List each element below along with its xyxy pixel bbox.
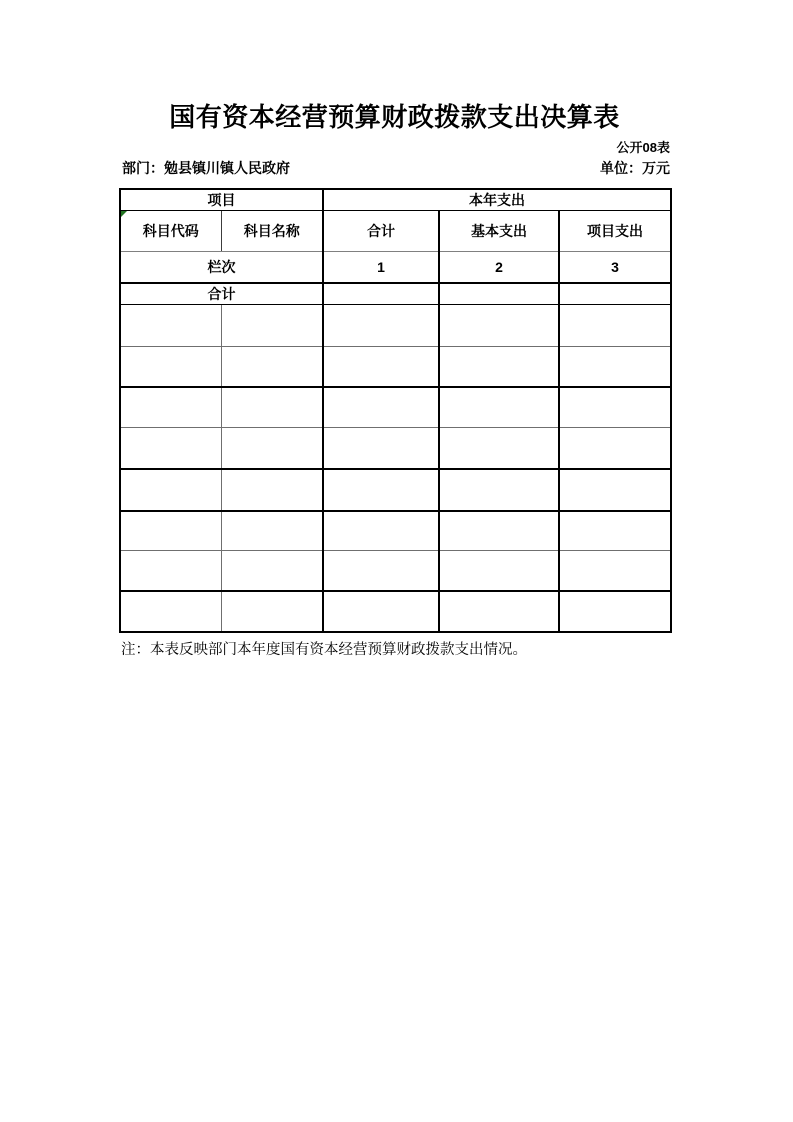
table-cell xyxy=(221,511,323,551)
table-row xyxy=(120,469,671,511)
total-row xyxy=(120,283,671,305)
table-row xyxy=(120,591,671,632)
total-row-label-cell: 合计 xyxy=(120,283,323,305)
table-cell xyxy=(323,551,439,591)
table-cell xyxy=(559,347,671,387)
header-cell-subject-code-label: 科目代码 xyxy=(142,223,199,239)
table-cell xyxy=(439,347,559,387)
table-cell xyxy=(120,428,221,469)
meta-line xyxy=(119,158,670,178)
form-code-label: 公开08表 xyxy=(616,140,670,155)
table-cell xyxy=(120,511,221,551)
table-cell xyxy=(120,305,221,347)
table-cell xyxy=(221,551,323,591)
table-cell xyxy=(221,305,323,347)
table-cell xyxy=(559,305,671,347)
table-cell xyxy=(120,551,221,591)
table-cell xyxy=(323,591,439,632)
header-cell-basic-expenditure: 基本支出 xyxy=(439,211,559,252)
header-cell-subject-code xyxy=(120,211,221,252)
table-cell xyxy=(323,305,439,347)
footnote: 注：本表反映部门本年度国有资本经营预算财政拨款支出情况。 xyxy=(121,642,527,658)
table-cell xyxy=(221,428,323,469)
table-row xyxy=(120,387,671,428)
column-index-cell: 1 xyxy=(323,252,439,283)
column-index-cell: 3 xyxy=(559,252,671,283)
table-cell xyxy=(120,387,221,428)
header-column-row xyxy=(120,211,671,252)
total-row-value-cell xyxy=(439,283,559,305)
table-cell xyxy=(559,469,671,511)
table-cell xyxy=(559,511,671,551)
table-cell xyxy=(323,428,439,469)
table-cell xyxy=(559,387,671,428)
header-cell-total: 合计 xyxy=(323,211,439,252)
table-row xyxy=(120,305,671,347)
table-cell xyxy=(439,591,559,632)
table-cell xyxy=(439,511,559,551)
table-cell xyxy=(559,551,671,591)
excel-flag-icon xyxy=(121,211,127,217)
header-cell-project-group: 项目 xyxy=(120,189,323,211)
table-cell xyxy=(323,511,439,551)
table-cell xyxy=(120,591,221,632)
table-cell xyxy=(221,387,323,428)
table-cell xyxy=(323,347,439,387)
table-cell xyxy=(439,305,559,347)
table-cell xyxy=(559,591,671,632)
header-cell-subject-name: 科目名称 xyxy=(221,211,323,252)
table-row xyxy=(120,511,671,551)
total-row-value-cell xyxy=(559,283,671,305)
header-cell-project-expenditure: 项目支出 xyxy=(559,211,671,252)
table-row xyxy=(120,347,671,387)
expenditure-table xyxy=(119,188,672,633)
table-cell xyxy=(221,469,323,511)
row-index-label-cell: 栏次 xyxy=(120,252,323,283)
unit-label: 单位：万元 xyxy=(600,160,670,176)
table-cell xyxy=(120,347,221,387)
column-index-cell: 2 xyxy=(439,252,559,283)
department-label: 部门：勉县镇川镇人民政府 xyxy=(122,160,290,176)
total-row-value-cell xyxy=(323,283,439,305)
table-cell xyxy=(221,591,323,632)
table-cell xyxy=(323,387,439,428)
table-cell xyxy=(439,469,559,511)
table-cell xyxy=(120,469,221,511)
table-cell xyxy=(439,428,559,469)
table-cell xyxy=(439,387,559,428)
header-cell-current-year-group: 本年支出 xyxy=(323,189,671,211)
table-row xyxy=(120,551,671,591)
table-cell xyxy=(559,428,671,469)
column-index-row xyxy=(120,252,671,283)
header-group-row xyxy=(120,189,671,211)
table-cell xyxy=(323,469,439,511)
table-cell xyxy=(439,551,559,591)
table-row xyxy=(120,428,671,469)
page-title: 国有资本经营预算财政拨款支出决算表 xyxy=(169,102,620,132)
table-cell xyxy=(221,347,323,387)
